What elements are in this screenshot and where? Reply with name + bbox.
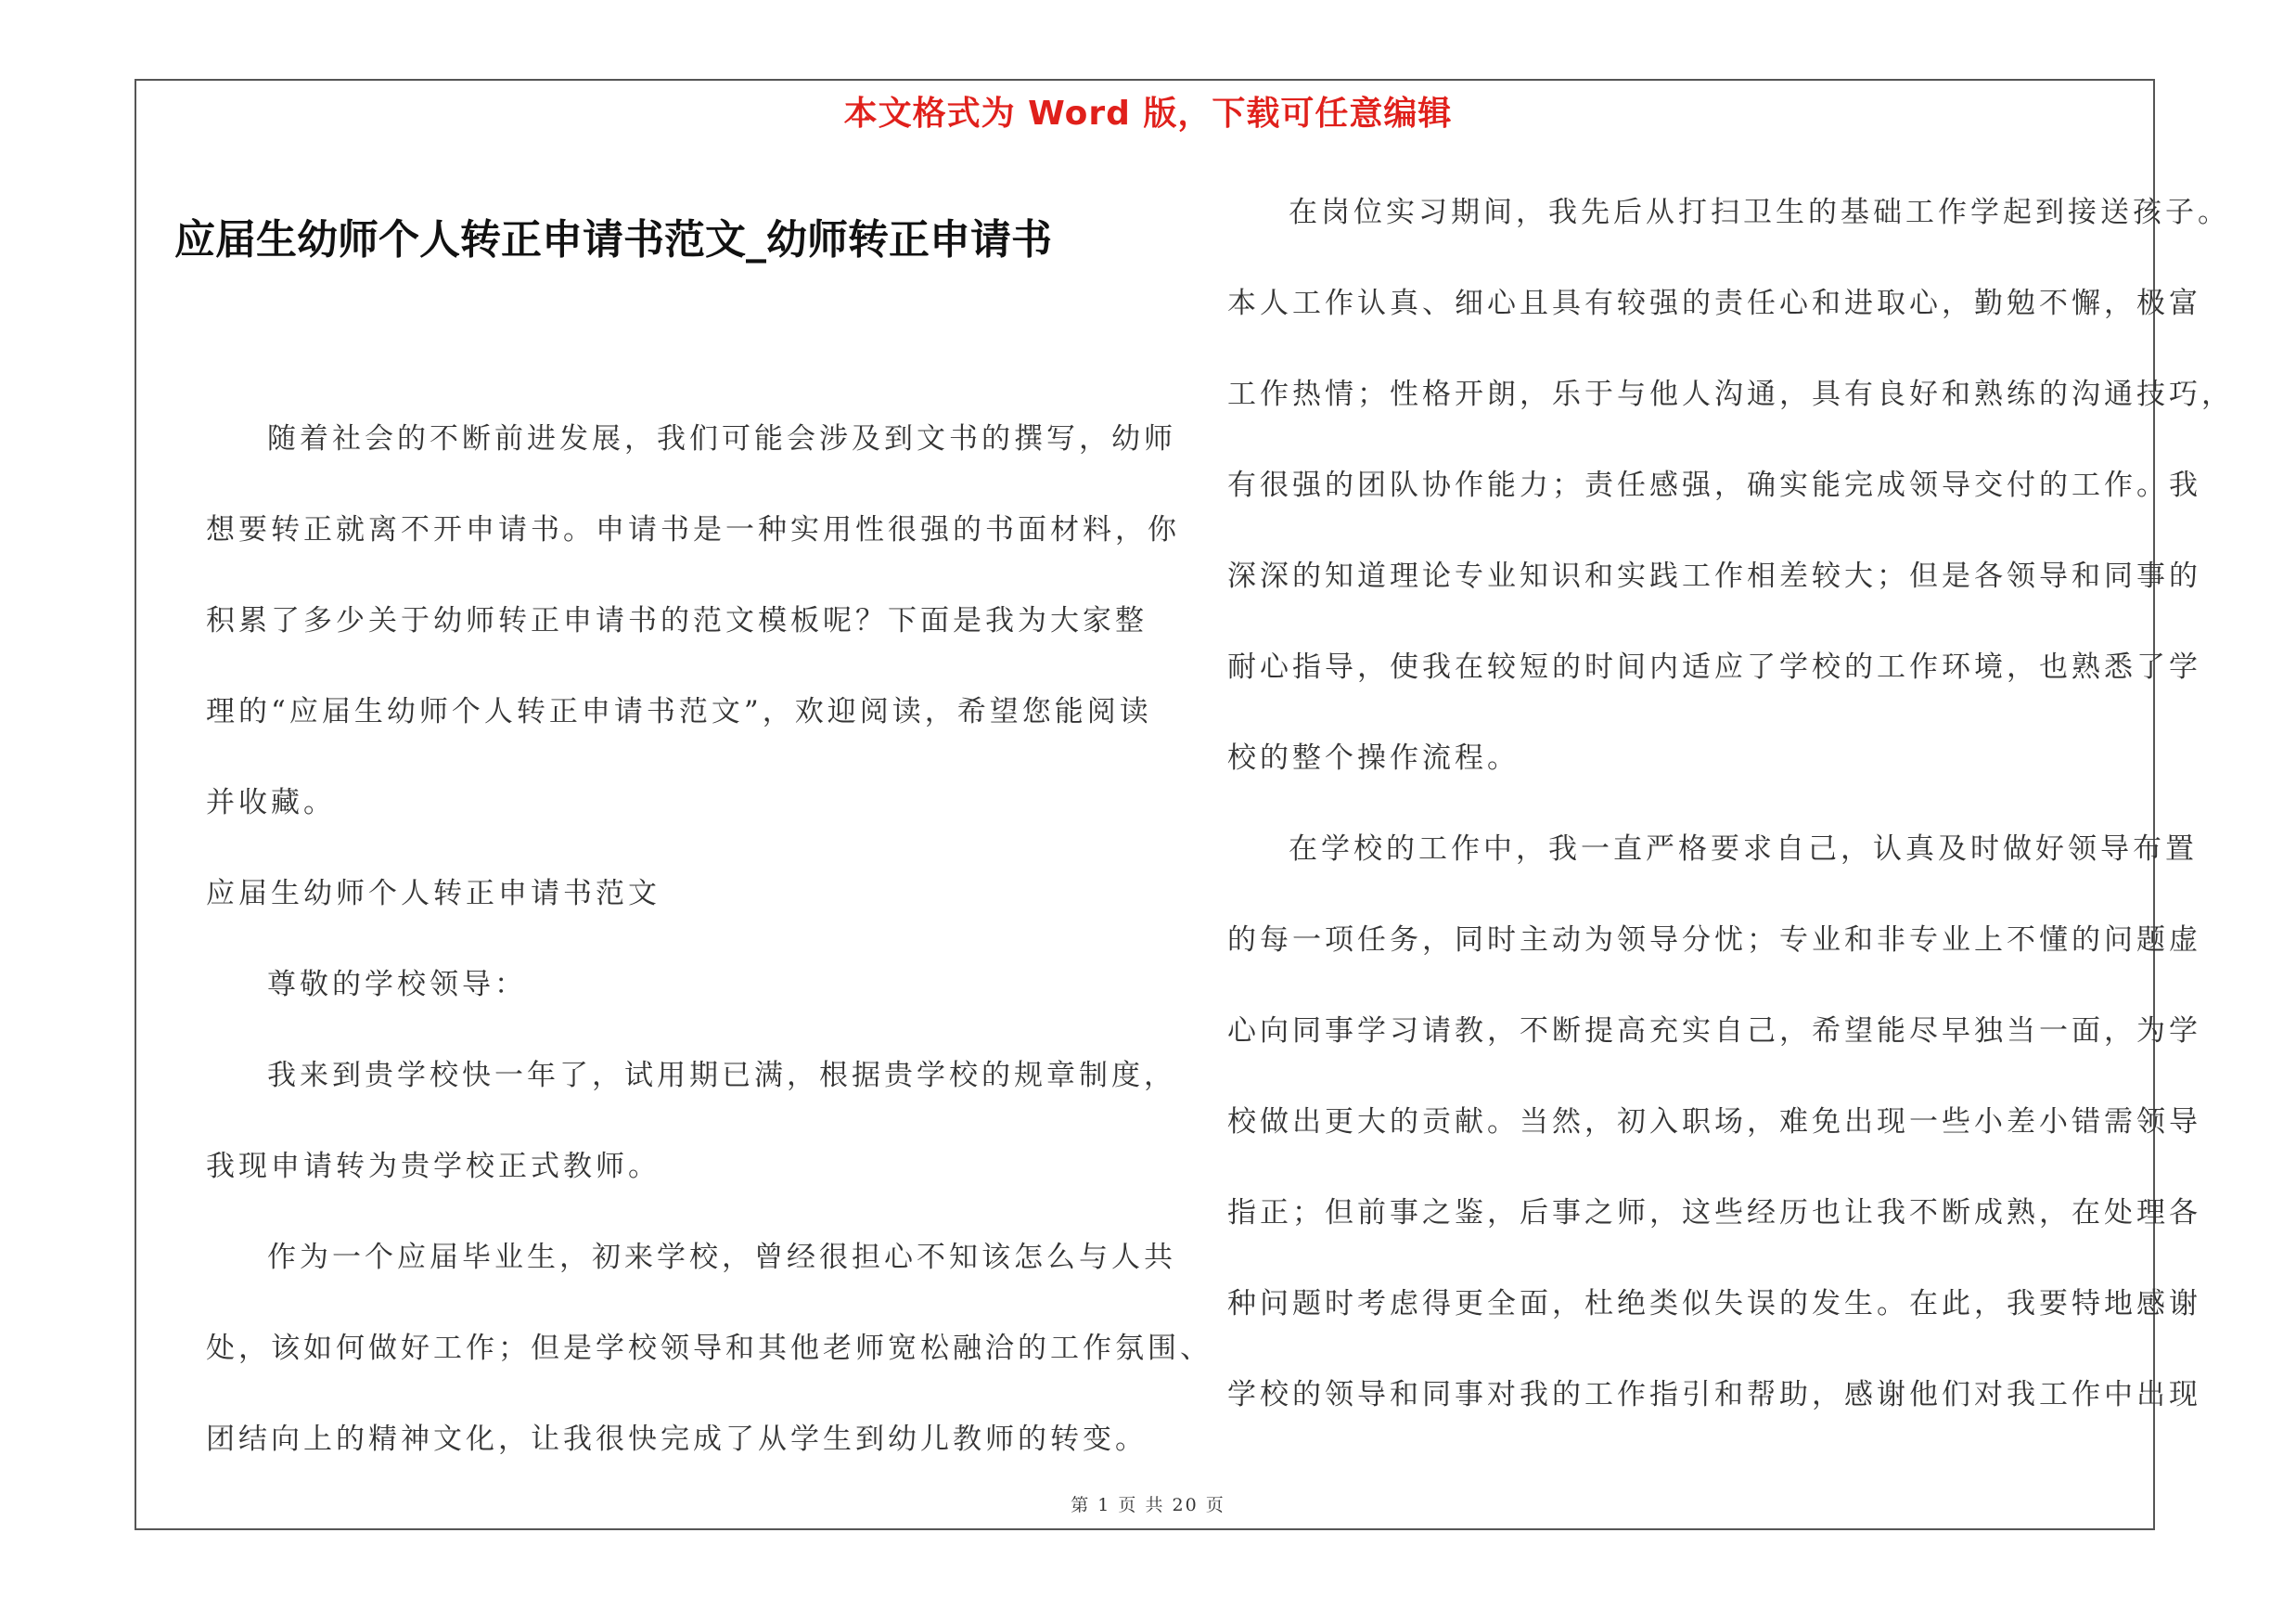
right-text-column [1227,167,2234,1440]
text-line: 想要转正就离不开申请书。申请书是一种实用性很强的书面材料，你 [206,513,1180,547]
text-line: 校的整个操作流程。 [1227,741,1520,775]
text-line: 并收藏。 [206,786,336,819]
text-line: 随着社会的不断前进发展，我们可能会涉及到文书的撰写，幼师 [267,422,1176,456]
text-line: 本人工作认真、细心且具有较强的责任心和进取心，勤勉不懈，极富 [1227,287,2201,320]
document-title: 应届生幼师个人转正申请书范文_幼师转正申请书 [174,216,1052,264]
text-line: 作为一个应届毕业生，初来学校，曾经很担心不知该怎么与人共 [267,1241,1176,1274]
text-line: 我来到贵学校快一年了，试用期已满，根据贵学校的规章制度， [267,1059,1176,1092]
page-number-footer: 第 1 页 共 20 页 [1071,1495,1225,1515]
text-line: 工作热情；性格开朗，乐于与他人沟通，具有良好和熟练的沟通技巧， [1227,378,2234,411]
text-line: 应届生幼师个人转正申请书范文 [206,877,661,910]
left-text-column [206,393,1212,1485]
text-line: 在岗位实习期间，我先后从打扫卫生的基础工作学起到接送孩子。 [1289,196,2230,229]
text-line: 深深的知道理论专业知识和实践工作相差较大；但是各领导和同事的 [1227,560,2201,593]
text-line: 的每一项任务，同时主动为领导分忧；专业和非专业上不懂的问题虚 [1227,923,2201,957]
text-line: 尊敬的学校领导： [267,968,527,1001]
text-line: 校做出更大的贡献。当然，初入职场，难免出现一些小差小错需领导 [1227,1105,2201,1139]
text-line: 理的“应届生幼师个人转正申请书范文”，欢迎阅读，希望您能阅读 [206,695,1152,728]
text-line: 指正；但前事之鉴，后事之师，这些经历也让我不断成熟，在处理各 [1227,1196,2201,1230]
text-line: 积累了多少关于幼师转正申请书的范文模板呢？下面是我为大家整 [206,604,1148,638]
editable-format-banner: 本文格式为 Word 版，下载可任意编辑 [843,95,1453,133]
text-line: 学校的领导和同事对我的工作指引和帮助，感谢他们对我工作中出现 [1227,1378,2201,1411]
text-line: 团结向上的精神文化，让我很快完成了从学生到幼儿教师的转变。 [206,1423,1148,1456]
text-line: 有很强的团队协作能力；责任感强，确实能完成领导交付的工作。我 [1227,469,2201,502]
text-line: 种问题时考虑得更全面，杜绝类似失误的发生。在此，我要特地感谢 [1227,1287,2201,1320]
text-line: 我现申请转为贵学校正式教师。 [206,1150,661,1183]
text-line: 耐心指导，使我在较短的时间内适应了学校的工作环境，也熟悉了学 [1227,650,2201,684]
text-line: 心向同事学习请教，不断提高充实自己，希望能尽早独当一面，为学 [1227,1014,2201,1048]
text-line: 在学校的工作中，我一直严格要求自己，认真及时做好领导布置 [1289,832,2198,866]
text-line: 处，该如何做好工作；但是学校领导和其他老师宽松融洽的工作氛围、 [206,1332,1212,1365]
